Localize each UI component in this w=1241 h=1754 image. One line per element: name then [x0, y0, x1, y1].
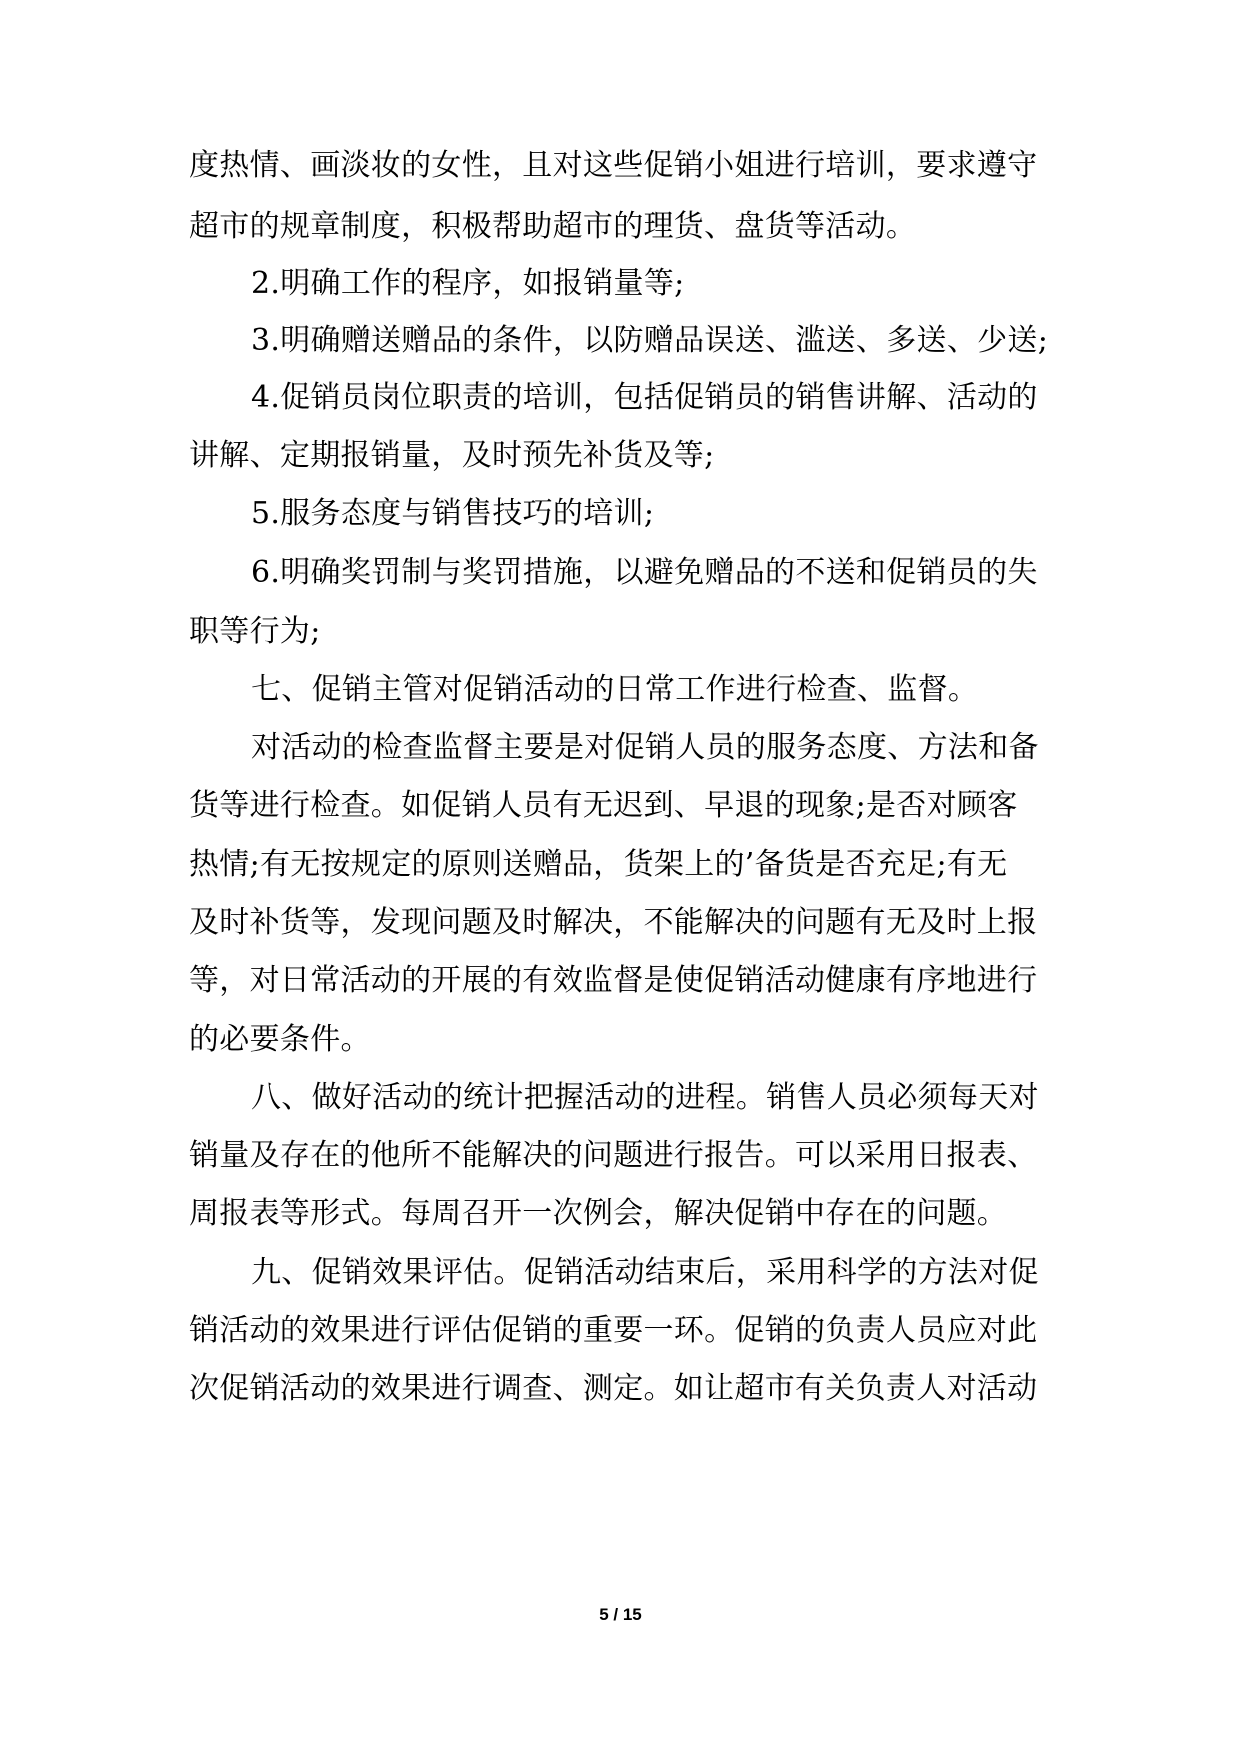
- text-line: 6.明确奖罚制与奖罚措施，以避免赠品的不送和促销员的失: [251, 555, 1038, 590]
- text-line: 七、促销主管对促销活动的日常工作进行检查、监督。: [251, 672, 979, 707]
- text-line: 周报表等形式。每周召开一次例会，解决促销中存在的问题。: [189, 1196, 1008, 1231]
- text-line: 八、做好活动的统计把握活动的进程。销售人员必须每天对: [251, 1080, 1039, 1115]
- text-line: 超市的规章制度，积极帮助超市的理货、盘货等活动。: [189, 209, 917, 244]
- page-number: 5 / 15: [599, 1605, 642, 1624]
- text-line: 的必要条件。: [189, 1022, 371, 1057]
- text-line: 度热情、画淡妆的女性，且对这些促销小姐进行培训，要求遵守: [189, 148, 1038, 183]
- text-line: 4.促销员岗位职责的培训，包括促销员的销售讲解、活动的: [251, 380, 1038, 415]
- text-line: 讲解、定期报销量，及时预先补货及等;: [189, 438, 715, 473]
- text-line: 职等行为;: [189, 614, 321, 649]
- text-line: 九、促销效果评估。促销活动结束后，采用科学的方法对促: [251, 1255, 1039, 1290]
- text-line: 销活动的效果进行评估促销的重要一环。促销的负责人员应对此: [189, 1313, 1038, 1348]
- text-line: 对活动的检查监督主要是对促销人员的服务态度、方法和备: [251, 730, 1039, 765]
- text-line: 2.明确工作的程序，如报销量等;: [251, 266, 685, 301]
- text-line: 及时补货等，发现问题及时解决，不能解决的问题有无及时上报: [189, 905, 1038, 940]
- text-line: 销量及存在的他所不能解决的问题进行报告。可以采用日报表、: [189, 1138, 1038, 1173]
- text-line: 等，对日常活动的开展的有效监督是使促销活动健康有序地进行: [189, 963, 1038, 998]
- text-line: 3.明确赠送赠品的条件，以防赠品误送、滥送、多送、少送;: [251, 323, 1049, 358]
- text-line: 热情;有无按规定的原则送赠品，货架上的’备货是否充足;有无: [189, 847, 1008, 882]
- text-line: 次促销活动的效果进行调查、测定。如让超市有关负责人对活动: [189, 1371, 1038, 1406]
- text-line: 货等进行检查。如促销人员有无迟到、早退的现象;是否对顾客: [189, 788, 1018, 823]
- text-line: 5.服务态度与销售技巧的培训;: [251, 496, 655, 531]
